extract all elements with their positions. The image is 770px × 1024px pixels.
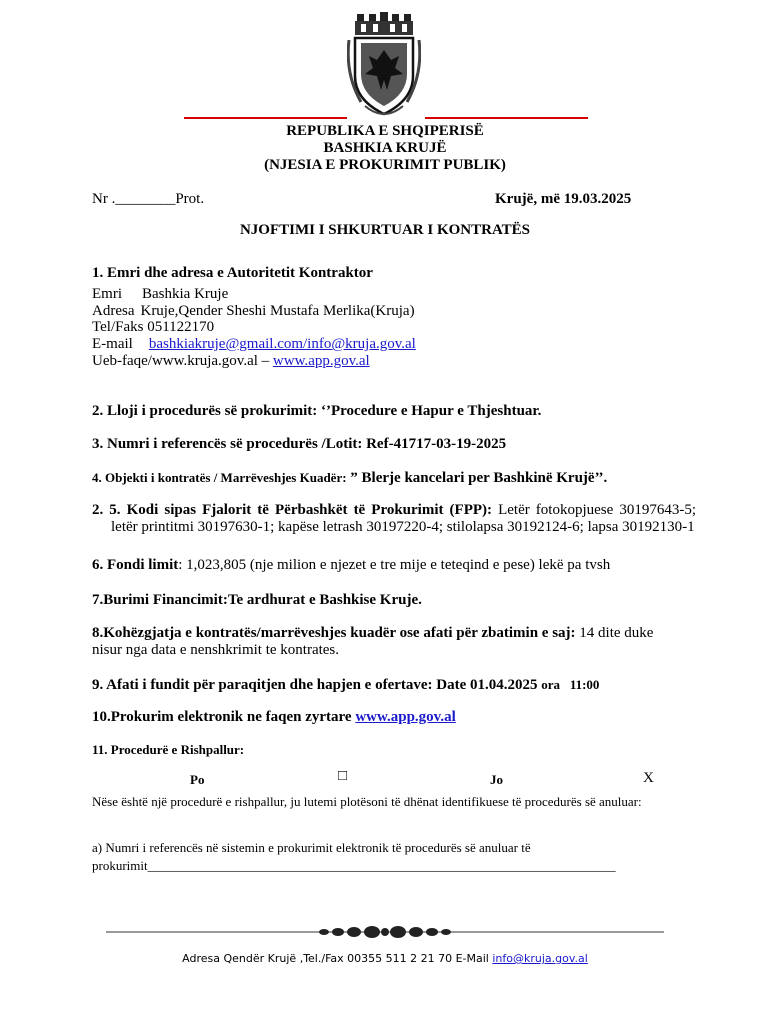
section-4-label: 4. Objekti i kontratës / Marrëveshjes Kuadër:: [92, 470, 347, 485]
web-row: [92, 353, 370, 370]
option-po-checkbox[interactable]: □: [338, 768, 348, 784]
web-link[interactable]: www.app.gov.al: [272, 353, 370, 369]
section-5-value: Letër fotokopjuese 30197643-5; letër printitmi 30197630-1; kapëse letrash 30197220-4; stilolapsa 30192124-6; lapsa 30192130-1: [111, 502, 696, 535]
section-7-financing: 7.Burimi Financimit:Te ardhurat e Bashkise Kruje.: [92, 592, 422, 608]
tel-fax: Tel/Faks 051122170: [92, 319, 215, 335]
adresa-label: Adresa: [92, 303, 135, 319]
option-po-label: Po: [190, 772, 205, 787]
section-9-label: 9. Afati i fundit për paraqitjen dhe hapjen e ofertave: Date 01.04.2025: [92, 677, 538, 693]
place-date: Krujë, më 19.03.2025: [495, 191, 632, 207]
section-9-ora: ora: [541, 677, 561, 692]
section-6-label: 6. Fondi limit: [92, 557, 179, 573]
section-2-procedure-type: 2. Lloji i procedurës së prokurimit: ‘’Procedure e Hapur e Thjeshtuar.: [92, 403, 542, 419]
page-title: NJOFTIMI I SHKURTUAR I KONTRATËS: [239, 222, 531, 238]
adresa-value: Kruje,Qender Sheshi Mustafa Merlika(Kruja): [140, 303, 415, 319]
email-row: [92, 336, 416, 353]
section-4-value: ” Blerje kancelari per Bashkinë Krujë’’.: [346, 470, 608, 486]
section-9-deadline: [92, 677, 599, 694]
section-10-link[interactable]: www.app.gov.al: [355, 709, 456, 725]
header-rule-left: [184, 117, 347, 119]
section-8-duration: [92, 625, 677, 659]
email-label: E-mail: [92, 336, 133, 352]
footer-address: [0, 952, 770, 965]
section-10-label: 10.Prokurim elektronik ne faqen zyrtare: [92, 709, 352, 725]
header-rule-right: [425, 117, 588, 119]
section-3-reference: 3. Numri i referencës së procedurës /Lotit: Ref-41717-03-19-2025: [92, 436, 507, 452]
protocol-number: Nr .________Prot.: [92, 191, 205, 207]
option-jo-label: Jo: [490, 772, 503, 787]
section-1-heading: 1. Emri dhe adresa e Autoritetit Kontraktor: [92, 265, 373, 281]
section-5-cpv: [92, 502, 696, 536]
footer-ornamental-rule: [106, 924, 664, 940]
section-10-eprocurement: [92, 709, 456, 726]
section-4-object: [92, 470, 607, 487]
section-8-label: 8.Kohëzgjatja e kontratës/marrëveshjes kuadër ose afati për zbatimin e saj:: [92, 625, 576, 641]
header-country: REPUBLIKA E SHQIPERISË: [286, 123, 484, 139]
section-6-value: : 1,023,805 (nje milion e njezet e tre mije e teteqind e pese) lekë pa tvsh: [178, 557, 611, 573]
section-11-heading: 11. Procedurë e Rishpallur:: [92, 742, 245, 757]
section-6-fund: [92, 557, 610, 574]
web-prefix: Ueb-faqe/www.kruja.gov.al –: [92, 353, 270, 369]
header-unit: (NJESIA E PROKURIMIT PUBLIK): [264, 157, 506, 173]
footer-text: Adresa Qendër Krujë ,Tel./Fax 00355 511 2 21 70 E-Mail: [182, 952, 493, 965]
section-8-value: 14 dite duke nisur nga data e nenshkrimit te kontrates.: [92, 625, 654, 658]
section-11-a-line1: a) Numri i referencës në sistemin e prokurimit elektronik të procedurës së anuluar të: [92, 840, 531, 855]
adresa-row: [92, 303, 415, 320]
section-11-a-line2: prokurimit________________________________________________________________________: [92, 858, 616, 873]
emri-label: Emri: [92, 286, 122, 302]
email-link[interactable]: bashkiakruje@gmail.com/info@kruja.gov.al: [148, 336, 416, 352]
coat-of-arms-emblem: [347, 10, 421, 122]
emri-value: Bashkia Kruje: [142, 286, 229, 302]
option-jo-mark[interactable]: X: [643, 770, 654, 786]
section-9-time: 11:00: [569, 677, 600, 692]
emri-row: [92, 286, 228, 303]
header-municipality: BASHKIA KRUJË: [323, 140, 447, 156]
section-11-note: Nëse është një procedurë e rishpallur, ju lutemi plotësoni të dhënat identifikuese të procedurës së anuluar:: [92, 794, 642, 809]
section-5-label: 2. 5. Kodi sipas Fjalorit të Përbashkët të Prokurimit (FPP):: [92, 502, 493, 518]
footer-email-link[interactable]: info@kruja.gov.al: [492, 952, 588, 965]
